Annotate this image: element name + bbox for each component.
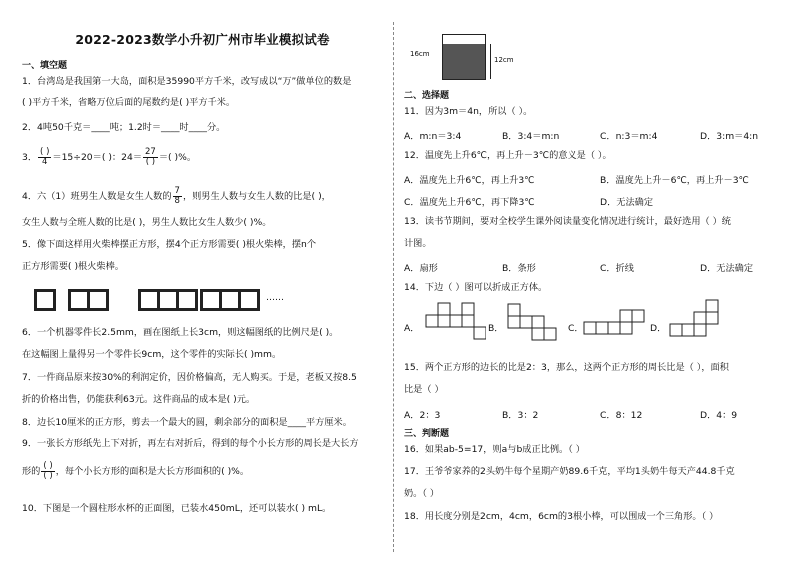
q17-line1: 17．王爷爷家养的2头奶牛每个星期产奶89.6千克，平均1头奶牛每天产44.8千克: [404, 466, 735, 477]
q4-frac-num: 7: [174, 186, 180, 196]
match-square-4c: [238, 289, 260, 311]
section-fill: 一、填空题: [22, 61, 68, 71]
q13-option-c: C．折线: [600, 263, 634, 274]
q14: 14．下边（ ）图可以折成正方体。: [404, 282, 548, 293]
q9-frac-num: ( ): [43, 461, 53, 471]
q10: 10．下图是一个圆柱形水杯的正面图，已装水450mL，还可以装水( ) mL。: [22, 503, 332, 514]
q3-fraction-2: [143, 148, 158, 167]
ellipsis: ……: [266, 293, 284, 303]
q5-line2: 正方形需要( )根火柴棒。: [22, 261, 124, 272]
q9-text-a: 形的: [22, 466, 41, 477]
q13-option-b: B．条形: [502, 263, 536, 274]
q15-option-d: D．4：9: [700, 410, 738, 421]
q3-frac1-num: ( ): [40, 147, 50, 157]
q1-line2: ( )平方千米，省略万位后面的尾数约是( )平方千米。: [22, 97, 236, 108]
q2: 2．4吨50千克＝____吨；1.2时＝____时____分。: [22, 122, 226, 133]
q4-line2: 女生人数与全班人数的比是( )，男生人数比女生人数少( )%。: [22, 217, 272, 228]
q15-option-a: A．2：3: [404, 410, 441, 421]
q14-net-b: [506, 302, 562, 344]
q7-line2: 折的价格出售，仍能获利63元。这件商品的成本是( )元。: [22, 394, 256, 405]
q9-line1: 9．一张长方形纸先上下对折，再左右对折后，得到的每个小长方形的周长是大长方: [22, 438, 359, 449]
exam-title: 2022-2023数学小升初广州市毕业模拟试卷: [75, 32, 330, 47]
q3-text: ＝15÷20＝( )：24＝: [52, 152, 142, 163]
q16: 16．如果ab-5=17，则a与b成正比例。（ ）: [404, 444, 585, 455]
q13-option-d: D．无法确定: [700, 263, 754, 274]
q14-option-a-label: A．: [404, 323, 420, 334]
cup-height-line: [490, 44, 491, 79]
q11: 11．因为3m＝4n，所以（ ）。: [404, 106, 533, 117]
q11-option-a: A．m:n＝3:4: [404, 131, 462, 142]
q14-option-d-label: D．: [650, 323, 667, 334]
match-square-3c: [176, 289, 198, 311]
cup-inner-label: 12cm: [494, 56, 514, 64]
q12-option-c: C．温度先上升6℃，再下降3℃: [404, 197, 535, 208]
q5-line1: 5．像下面这样用火柴棒摆正方形，摆4个正方形需要( )根火柴棒，摆n个: [22, 239, 317, 250]
q1-line1: 1．台湾岛是我国第一大岛，面积是35990平方千米，改写成以“万”做单位的数是: [22, 76, 352, 87]
q8: 8．边长10厘米的正方形，剪去一个最大的圆，剩余部分的面积是____平方厘米。: [22, 417, 352, 428]
q15-option-b: B．3：2: [502, 410, 539, 421]
q13-line1: 13．读书节期间，要对全校学生课外阅读量变化情况进行统计，最好选用（ ）统: [404, 216, 731, 227]
q9-fraction: [41, 462, 54, 481]
q15-line2: 比是（ ）: [404, 384, 444, 395]
q14-option-c-label: C．: [568, 323, 584, 334]
cup-outer-label: 16cm: [410, 50, 430, 58]
q3: [22, 148, 196, 168]
q3-frac1-den: 4: [42, 157, 48, 167]
q3-tail: ＝( )%。: [158, 152, 197, 163]
section-judge: 三、判断题: [404, 429, 450, 439]
q14-net-a: [424, 302, 486, 342]
q15-option-c: C．8：12: [600, 410, 643, 421]
q3-fraction-1: [38, 148, 51, 167]
q4-line1: [22, 187, 331, 207]
matchstick-squares: [34, 285, 294, 315]
q18: 18．用长度分别是2cm，4cm，6cm的3根小棒，可以围成一个三角形。（ ）: [404, 511, 719, 522]
q12-option-b: B．温度先上升－6℃，再上升－3℃: [600, 175, 749, 186]
q6-line2: 在这幅图上量得另一个零件长9cm，这个零件的实际长( )mm。: [22, 349, 282, 360]
q9-frac-den: ( ): [43, 471, 53, 481]
q11-option-b: B．3:4＝m:n: [502, 131, 560, 142]
q12-option-d: D．无法确定: [600, 197, 654, 208]
match-square-1: [34, 289, 56, 311]
q14-net-d: [666, 298, 734, 346]
column-divider: [393, 22, 394, 552]
q4-text-a: 4．六（1）班男生人数是女生人数的: [22, 191, 172, 202]
q4-fraction: [173, 187, 182, 206]
q17-line2: 奶。（ ）: [404, 488, 440, 499]
q9-text-b: ，每个小长方形的面积是大长方形面积的( )%。: [55, 466, 250, 477]
q11-option-c: C．n:3＝m:4: [600, 131, 658, 142]
q3-frac2-num: 27: [145, 147, 156, 157]
q14-net-c: [582, 302, 648, 344]
q15-line1: 15．两个正方形的边长的比是2：3，那么，这两个正方形的周长比是（ ），面积: [404, 362, 729, 373]
cup-water: [443, 44, 485, 79]
q7-line1: 7．一件商品原来按30%的利润定价，因价格偏高，无人购买。于是，老板又按8.5: [22, 372, 357, 383]
q11-option-d: D．3:m＝4:n: [700, 131, 759, 142]
q6-line1: 6．一个机器零件长2.5mm，画在图纸上长3cm，则这幅图纸的比例尺是( )。: [22, 327, 339, 338]
q3-label: 3．: [22, 152, 38, 163]
section-choice: 二、选择题: [404, 91, 450, 101]
q12-option-a: A．温度先上升6℃，再上升3℃: [404, 175, 535, 186]
q13-option-a: A．扇形: [404, 263, 438, 274]
q9-line2: [22, 462, 249, 482]
q13-line2: 计图。: [404, 238, 432, 249]
match-square-2b: [87, 289, 109, 311]
q3-frac2-den: ( ): [145, 157, 156, 167]
q4-text-b: ，则男生人数与女生人数的比是( )，: [182, 191, 331, 202]
q4-frac-den: 8: [174, 196, 180, 206]
q12: 12．温度先上升6℃，再上升－3℃的意义是（ ）。: [404, 150, 612, 161]
q14-option-b-label: B．: [488, 323, 504, 334]
cup-diagram: [410, 28, 520, 84]
